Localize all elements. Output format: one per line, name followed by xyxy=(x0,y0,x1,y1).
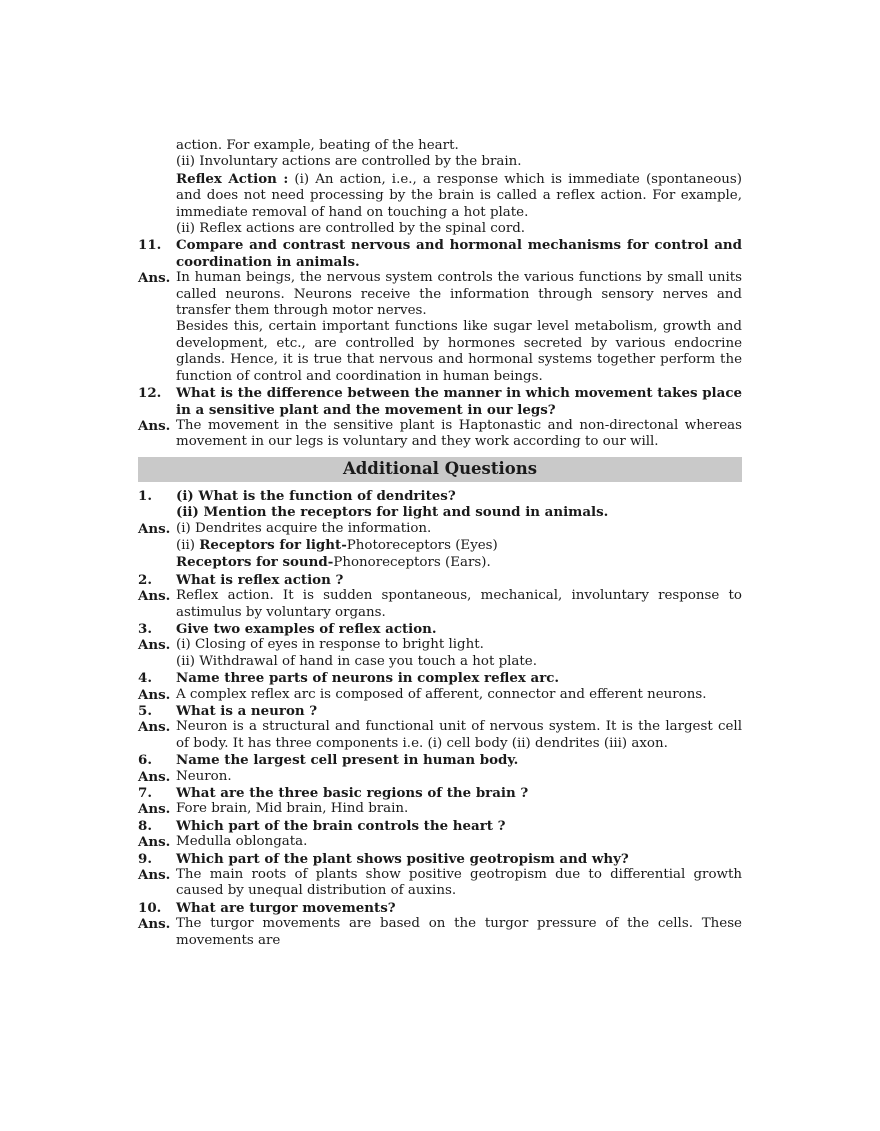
additional-answer xyxy=(138,834,742,850)
answer-label: Ans. xyxy=(138,270,171,287)
question-12 xyxy=(138,385,742,418)
receptor-label: Receptors for sound- xyxy=(176,554,334,571)
question-text: Which part of the brain controls the heart ? xyxy=(176,817,506,834)
additional-answer-1 xyxy=(138,521,742,537)
additional-question xyxy=(138,572,742,588)
question-11 xyxy=(138,237,742,270)
question-text: Name three parts of neurons in complex reflex arc. xyxy=(176,670,560,687)
answer-label: Ans. xyxy=(138,916,171,933)
answer-label: Ans. xyxy=(138,719,171,736)
reflex-action-paragraph xyxy=(138,171,742,221)
question-number: 1. xyxy=(138,487,152,504)
answer-text: The movement in the sensitive plant is Haptonastic and non-directonal whereas movement in our legs is voluntary and they work according to our will. xyxy=(176,417,742,450)
question-text: What is a neuron ? xyxy=(176,703,318,719)
additional-question xyxy=(138,752,742,768)
answer-label: Ans. xyxy=(138,588,171,605)
question-number: 6. xyxy=(138,752,152,769)
additional-answer xyxy=(138,801,742,817)
document-page xyxy=(138,138,742,949)
question-text: What are the three basic regions of the brain ? xyxy=(176,785,529,802)
question-text: What are turgor movements? xyxy=(176,899,396,916)
answer-text: Fore brain, Mid brain, Hind brain. xyxy=(176,801,409,817)
answer-label: Ans. xyxy=(138,768,171,785)
answer-12 xyxy=(138,418,742,451)
answer-label: Ans. xyxy=(138,520,171,537)
question-number: 12. xyxy=(138,385,162,402)
reflex-action-label: Reflex Action : xyxy=(176,170,289,187)
section-heading: Additional Questions xyxy=(138,457,742,482)
additional-question xyxy=(138,703,742,719)
additional-question xyxy=(138,900,742,916)
additional-answer xyxy=(138,916,742,949)
additional-answer xyxy=(138,588,742,621)
question-number: 8. xyxy=(138,817,152,834)
question-number: 11. xyxy=(138,237,162,254)
additional-answer xyxy=(138,637,742,653)
receptor-label: Receptors for light- xyxy=(199,536,347,553)
question-text: Name the largest cell present in human body. xyxy=(176,752,519,769)
answer-text: The main roots of plants show positive geotropism due to differential growth caused by unequal distribution of auxins. xyxy=(176,867,742,899)
question-number: 7. xyxy=(138,785,152,802)
answer-label: Ans. xyxy=(138,417,171,434)
additional-question xyxy=(138,851,742,867)
answer-line xyxy=(138,537,742,554)
question-number: 3. xyxy=(138,620,152,637)
additional-question-1 xyxy=(138,488,742,504)
question-text: Give two examples of reflex action. xyxy=(176,620,437,637)
text-line: (ii) Involuntary actions are controlled by the brain. xyxy=(176,154,522,170)
answer-text: Reflex action. It is sudden spontaneous, mechanical, involuntary response to astimulus by voluntary organs. xyxy=(176,588,742,620)
question-number: 2. xyxy=(138,571,152,588)
answer-label: Ans. xyxy=(138,686,171,703)
question-number: 5. xyxy=(138,703,152,719)
answer-line xyxy=(138,554,742,571)
text-line: (ii) Reflex actions are controlled by the spinal cord. xyxy=(176,221,526,237)
answer-11 xyxy=(138,270,742,319)
answer-label: Ans. xyxy=(138,867,171,884)
additional-question xyxy=(138,670,742,686)
additional-answer xyxy=(138,867,742,900)
question-text: Compare and contrast nervous and hormonal mechanisms for control and coordination in animals. xyxy=(176,237,742,270)
answer-text: Neuron is a structural and functional unit of nervous system. It is the largest cell of body. It has three components i.e. (i) cell body (ii) dendrites (iii) axon. xyxy=(176,719,742,751)
additional-question xyxy=(138,621,742,637)
answer-label: Ans. xyxy=(138,637,171,654)
question-number: 9. xyxy=(138,850,152,867)
answer-label: Ans. xyxy=(138,801,171,818)
answer-text: The turgor movements are based on the turgor pressure of the cells. These movements are xyxy=(176,916,742,948)
reflex-action-text: (i) An action, i.e., a response which is immediate (spontaneous) and does not need processing by the brain is called a reflex action. For example, immediate removal of hand on touching a hot plate. xyxy=(176,171,742,220)
additional-question xyxy=(138,785,742,801)
answer-text: Neuron. xyxy=(176,768,232,784)
additional-answer xyxy=(138,687,742,703)
answer-text: (ii) Withdrawal of hand in case you touch a hot plate. xyxy=(176,653,537,669)
question-text: (i) What is the function of dendrites? xyxy=(176,487,456,504)
question-number: 4. xyxy=(138,670,152,687)
question-text: (ii) Mention the receptors for light and sound in animals. xyxy=(176,504,609,521)
text-line: action. For example, beating of the heart. xyxy=(176,138,459,153)
additional-question xyxy=(138,818,742,834)
question-number: 10. xyxy=(138,899,162,916)
question-text: Which part of the plant shows positive geotropism and why? xyxy=(176,850,629,867)
additional-answer xyxy=(138,719,742,752)
answer-text: In human beings, the nervous system controls the various functions by small units called neurons. Neurons receive the information through sensory nerves and transfer them through motor nerves. xyxy=(176,270,742,319)
question-text: What is the difference between the manner in which movement takes place in a sensitive plant and the movement in our legs? xyxy=(176,385,742,418)
answer-text: (i) Dendrites acquire the information. xyxy=(176,520,432,536)
answer-label: Ans. xyxy=(138,834,171,851)
additional-answer xyxy=(138,769,742,785)
question-text: What is reflex action ? xyxy=(176,571,344,588)
answer-text: (i) Closing of eyes in response to bright light. xyxy=(176,637,484,653)
receptor-text: Photoreceptors (Eyes) xyxy=(346,537,498,553)
answer-prefix: (ii) xyxy=(176,537,200,553)
answer-text: Medulla oblongata. xyxy=(176,834,308,850)
answer-text: Besides this, certain important functions like sugar level metabolism, growth and development, etc., are controlled by hormones secreted by various endocrine glands. Hence, it is true that nervous and hormonal systems together perform the function of control and coordination in human beings. xyxy=(176,319,742,384)
receptor-text: Phonoreceptors (Ears). xyxy=(333,555,491,571)
answer-text: A complex reflex arc is composed of afferent, connector and efferent neurons. xyxy=(176,686,707,702)
